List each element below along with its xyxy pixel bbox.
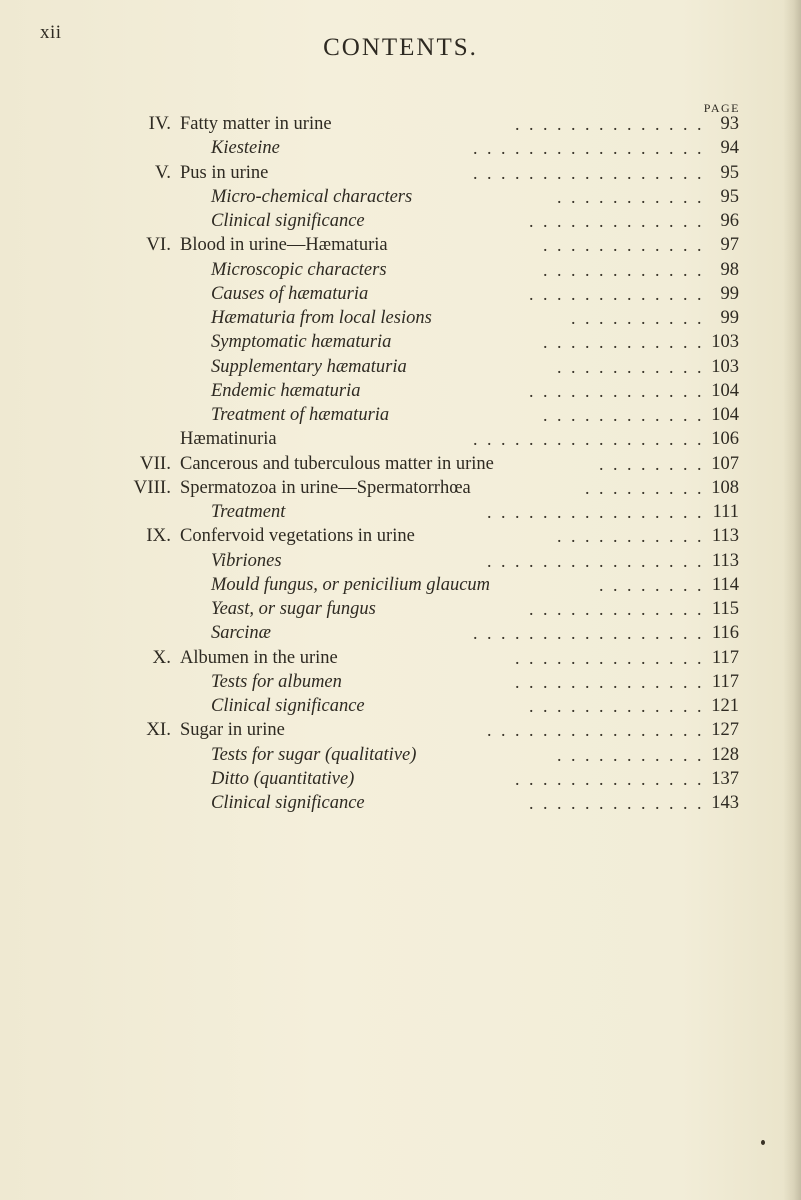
contents-entry xyxy=(0,452,801,476)
subsection-title: Endemic hæmaturia xyxy=(211,380,361,401)
subsection-title: Hæmaturia from local lesions xyxy=(211,308,432,328)
contents-entry xyxy=(0,282,801,306)
dot-leader: ................. xyxy=(473,138,711,159)
page-number: 113 xyxy=(711,526,739,547)
dot-leader: ......... xyxy=(585,477,711,498)
chapter-number: IV. xyxy=(148,113,171,134)
page-number: 121 xyxy=(711,696,739,716)
page-number: 107 xyxy=(711,453,739,474)
running-head: CONTENTS. xyxy=(323,34,478,61)
dot-leader: ............ xyxy=(543,405,711,425)
contents-entry xyxy=(0,161,801,185)
chapter-number: VII. xyxy=(139,452,171,474)
subsection-title: Clinical significance xyxy=(211,211,365,231)
page-number: 95 xyxy=(720,186,739,207)
dot-leader: ........ xyxy=(599,574,711,595)
dot-leader: ........... xyxy=(557,186,711,207)
subsection-title: Mould fungus, or penicilium glaucum xyxy=(211,574,491,595)
page-number: 103 xyxy=(711,356,739,377)
dot-leader: ............. xyxy=(529,793,711,813)
section-title: Sugar in urine xyxy=(180,720,285,741)
contents-entry xyxy=(0,258,801,282)
dot-leader: ................ xyxy=(487,720,711,741)
page-number: 96 xyxy=(720,211,739,231)
subsection-title: Supplementary hæmaturia xyxy=(211,356,407,377)
contents-entry xyxy=(0,646,801,670)
page-number: 104 xyxy=(711,380,739,401)
page-number: 104 xyxy=(711,405,739,425)
page-number: 117 xyxy=(711,671,739,692)
contents-entry xyxy=(0,185,801,209)
page-number: 111 xyxy=(712,502,739,522)
subsection-title: Tests for albumen xyxy=(211,671,342,692)
dot-leader: ............ xyxy=(543,235,711,256)
dot-leader: .............. xyxy=(515,671,711,692)
chapter-number: X. xyxy=(152,646,171,668)
subsection-title: Kiesteine xyxy=(211,138,280,159)
page-number: 128 xyxy=(711,744,739,765)
contents-entry xyxy=(0,743,801,767)
page-column-label: PAGE xyxy=(703,101,740,115)
dot-leader: ................. xyxy=(473,623,711,644)
page-number: 103 xyxy=(711,332,739,353)
page-number: 94 xyxy=(720,138,739,159)
subsection-title: Clinical significance xyxy=(211,696,365,716)
dot-leader: ................ xyxy=(487,550,711,571)
subsection-title: Vibriones xyxy=(211,550,282,571)
page-number: 99 xyxy=(720,283,739,304)
chapter-number: VI. xyxy=(146,234,171,256)
page-folio: xii xyxy=(40,22,62,43)
dot-leader: ............ xyxy=(543,259,711,280)
subsection-title: Yeast, or sugar fungus xyxy=(211,599,376,619)
contents-entry xyxy=(0,549,801,573)
contents-entry xyxy=(0,791,801,815)
dot-leader: .............. xyxy=(515,768,711,789)
contents-entry xyxy=(0,403,801,427)
subsection-title: Clinical significance xyxy=(211,793,365,813)
section-title: Blood in urine—Hæmaturia xyxy=(180,235,388,256)
chapter-number: XI. xyxy=(146,719,171,741)
dot-leader: ................ xyxy=(487,502,711,522)
subsection-title: Micro-chemical characters xyxy=(211,186,413,207)
subsection-title: Treatment xyxy=(211,502,286,522)
contents-entry xyxy=(0,379,801,403)
section-title: Confervoid vegetations in urine xyxy=(180,526,415,547)
page-number: 93 xyxy=(720,114,739,134)
chapter-number: VIII. xyxy=(133,476,171,498)
contents-entry xyxy=(0,209,801,233)
contents-entry xyxy=(0,330,801,354)
subsection-title: Sarcinæ xyxy=(211,623,271,644)
dot-leader: .......... xyxy=(571,308,711,328)
subsection-title: Symptomatic hæmaturia xyxy=(211,332,392,353)
section-title: Albumen in the urine xyxy=(180,647,338,668)
contents-entry xyxy=(0,233,801,257)
page-number: 114 xyxy=(711,574,739,595)
section-title: Pus in urine xyxy=(180,162,269,183)
section-title: Cancerous and tuberculous matter in urine xyxy=(180,453,494,474)
page-number: 99 xyxy=(720,308,739,328)
section-title: Hæmatinuria xyxy=(180,429,277,450)
page-number: 137 xyxy=(711,768,739,789)
section-title: Fatty matter in urine xyxy=(180,114,332,134)
contents-entry xyxy=(0,573,801,597)
dot-leader: .............. xyxy=(515,647,711,668)
dot-leader: ........ xyxy=(599,453,711,474)
dot-leader: ........... xyxy=(557,526,711,547)
page-number: 117 xyxy=(711,647,739,668)
section-title: Spermatozoa in urine—Spermatorrhœa xyxy=(180,477,471,498)
dot-leader: ............. xyxy=(529,380,711,401)
dot-leader: ........... xyxy=(557,744,711,765)
page-number: 108 xyxy=(711,477,739,498)
subsection-title: Causes of hæmaturia xyxy=(211,283,369,304)
dot-leader: ........... xyxy=(557,356,711,377)
contents-entry xyxy=(0,427,801,451)
dot-leader: ............. xyxy=(529,696,711,716)
page-number: 127 xyxy=(711,720,739,741)
page-number: 116 xyxy=(711,623,739,644)
contents-entry xyxy=(0,597,801,621)
subsection-title: Ditto (quantitative) xyxy=(211,768,355,789)
page-number: 98 xyxy=(720,259,739,280)
contents-entry xyxy=(0,476,801,500)
page-number: 97 xyxy=(720,235,739,256)
ink-speck xyxy=(761,1140,765,1145)
contents-entry xyxy=(0,306,801,330)
page-number: 106 xyxy=(711,429,739,450)
contents-entry xyxy=(0,524,801,548)
page-number: 143 xyxy=(711,793,739,813)
subsection-title: Treatment of hæmaturia xyxy=(211,405,390,425)
contents-entry xyxy=(0,767,801,791)
chapter-number: IX. xyxy=(146,525,171,547)
dot-leader: ............. xyxy=(529,599,711,619)
dot-leader: ............ xyxy=(543,332,711,353)
contents-list xyxy=(0,112,801,815)
dot-leader: .............. xyxy=(515,114,711,134)
chapter-number: V. xyxy=(154,161,171,183)
dot-leader: ............. xyxy=(529,283,711,304)
subsection-title: Tests for sugar (qualitative) xyxy=(211,744,417,765)
dot-leader: ................. xyxy=(473,162,711,183)
contents-entry xyxy=(0,718,801,742)
page-number: 115 xyxy=(711,599,739,619)
contents-entry xyxy=(0,621,801,645)
contents-entry xyxy=(0,500,801,524)
subsection-title: Microscopic characters xyxy=(211,259,387,280)
dot-leader: ................. xyxy=(473,429,711,450)
contents-entry xyxy=(0,694,801,718)
page-number: 95 xyxy=(720,162,739,183)
contents-entry xyxy=(0,136,801,160)
contents-entry xyxy=(0,355,801,379)
page-number: 113 xyxy=(711,550,739,571)
dot-leader: ............. xyxy=(529,211,711,231)
contents-entry xyxy=(0,112,801,136)
contents-entry xyxy=(0,670,801,694)
